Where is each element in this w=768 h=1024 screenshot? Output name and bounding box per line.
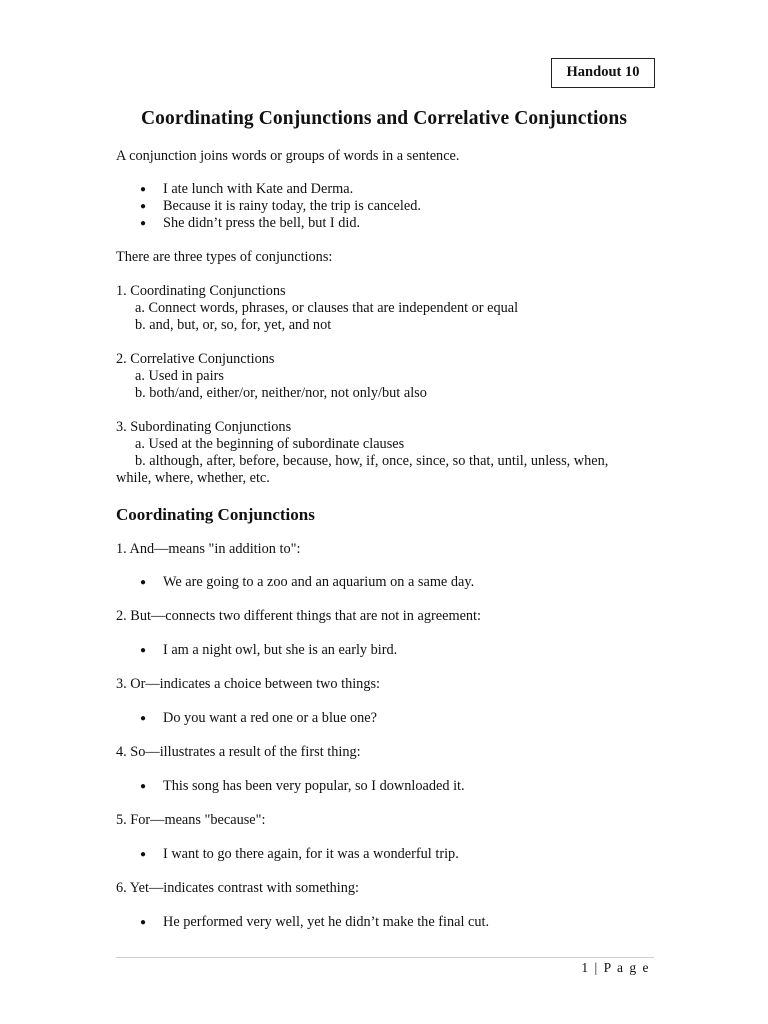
- document-body: [116, 148, 656, 931]
- list-item: ● Do you want a red one or a blue one?: [140, 710, 377, 726]
- type-detail: b. and, but, or, so, for, yet, and not: [135, 317, 332, 333]
- item-label: 4. So—illustrates a result of the first thing:: [116, 744, 361, 760]
- bullet-icon: ●: [140, 201, 147, 212]
- page-footer: [581, 960, 650, 976]
- bullet-icon: ●: [140, 184, 147, 195]
- item-label: 2. But—connects two different things that are not in agreement:: [116, 608, 482, 624]
- list-item: ● This song has been very popular, so I downloaded it.: [140, 778, 465, 794]
- bullet-icon: ●: [140, 713, 147, 724]
- type-detail: a. Used at the beginning of subordinate clauses: [135, 436, 405, 452]
- page-label: | P a g e: [594, 960, 650, 975]
- list-item: ● I ate lunch with Kate and Derma.: [140, 181, 354, 197]
- type-detail-continued: while, where, whether, etc.: [116, 470, 270, 486]
- document-title: Coordinating Conjunctions and Correlative Conjunctions: [140, 108, 628, 129]
- list-item: ● She didn’t press the bell, but I did.: [140, 215, 361, 231]
- item-label: 5. For—means "because":: [116, 812, 266, 828]
- item-label: 6. Yet—indicates contrast with something:: [116, 880, 360, 896]
- type-detail: b. both/and, either/or, neither/nor, not only/but also: [135, 385, 427, 401]
- bullet-icon: ●: [140, 849, 147, 860]
- footer-divider: [116, 957, 654, 958]
- section-heading: Coordinating Conjunctions: [116, 505, 315, 524]
- list-item: ● I want to go there again, for it was a wonderful trip.: [140, 846, 459, 862]
- type-heading: 3. Subordinating Conjunctions: [116, 419, 292, 435]
- list-item: ● We are going to a zoo and an aquarium on a same day.: [140, 574, 475, 590]
- item-label: 3. Or—indicates a choice between two things:: [116, 676, 381, 692]
- type-heading: 1. Coordinating Conjunctions: [116, 283, 286, 299]
- type-detail: b. although, after, before, because, how, if, once, since, so that, until, unless, when,: [135, 453, 609, 469]
- list-item: ● Because it is rainy today, the trip is canceled.: [140, 198, 421, 214]
- list-item: ● I am a night owl, but she is an early bird.: [140, 642, 398, 658]
- page-number: 1: [581, 960, 590, 975]
- type-heading: 2. Correlative Conjunctions: [116, 351, 275, 367]
- type-detail: a. Connect words, phrases, or clauses that are independent or equal: [135, 300, 519, 316]
- types-intro: There are three types of conjunctions:: [116, 249, 333, 265]
- bullet-icon: ●: [140, 218, 147, 229]
- intro-text: A conjunction joins words or groups of words in a sentence.: [116, 148, 460, 164]
- bullet-icon: ●: [140, 917, 147, 928]
- bullet-icon: ●: [140, 577, 147, 588]
- bullet-icon: ●: [140, 645, 147, 656]
- type-detail: a. Used in pairs: [135, 368, 224, 384]
- bullet-icon: ●: [140, 781, 147, 792]
- list-item: ● He performed very well, yet he didn’t make the final cut.: [140, 914, 490, 930]
- handout-label: Handout 10: [551, 58, 655, 88]
- intro-bullet-list: [116, 181, 656, 232]
- item-label: 1. And—means "in addition to":: [116, 541, 301, 557]
